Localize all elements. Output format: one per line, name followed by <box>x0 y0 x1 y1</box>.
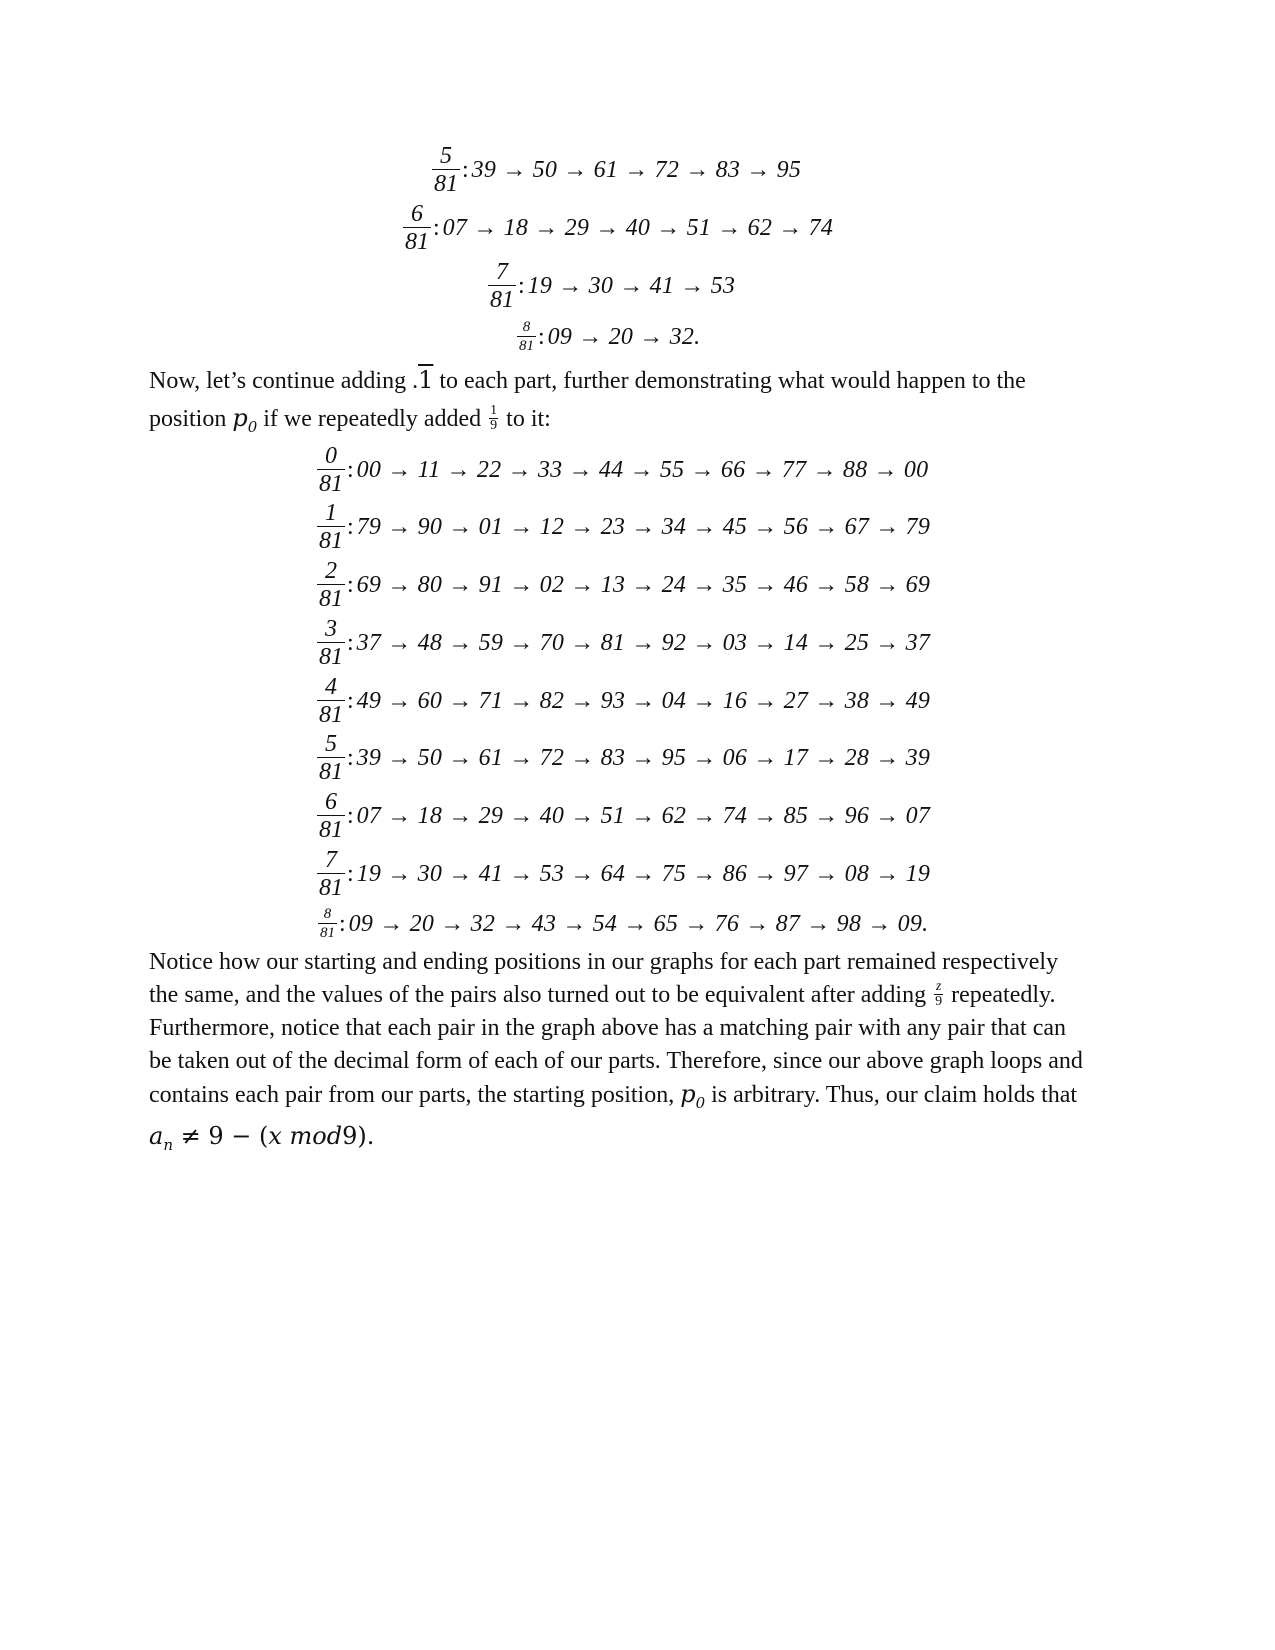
fraction: $\frac{3}{81}$ <box>319 616 343 670</box>
equation-line: $\frac{7}{81}$ : 19 → 30 → 41 → 53 <box>490 259 736 313</box>
equation-line: $\frac{4}{81}$ : 49 → 60 → 71 → 82 → 93 → 04 → 16 → 27 → 38 → 49 <box>319 674 931 728</box>
fraction: $\frac{2}{81}$ <box>319 558 343 612</box>
equation-line: $\frac{7}{81}$ : 19 → 30 → 41 → 53 → 64 → 75 → 86 → 97 → 08 → 19 <box>319 847 931 901</box>
pair-sequence: 07 → 18 → 29 → 40 → 51 → 62 → 74 → 85 → 96 → 07 <box>356 803 931 829</box>
pair-sequence: 00 → 11 → 22 → 33 → 44 → 55 → 66 → 77 → 88 → 00 <box>356 457 929 483</box>
fraction: $\frac{6}{81}$ <box>319 789 343 843</box>
equation-line: $\frac{2}{81}$ : 69 → 80 → 91 → 02 → 13 → 24 → 35 → 46 → 58 → 69 <box>319 558 931 612</box>
equation-line: $\frac{5}{81}$ : 39 → 50 → 61 → 72 → 83 → 95 <box>434 143 802 197</box>
pair-sequence: 37 → 48 → 59 → 70 → 81 → 92 → 03 → 14 → 25 → 37 <box>356 630 931 656</box>
inline-fraction: $\frac{z}{9}$ <box>935 978 943 1009</box>
position-variable: $p_0$ <box>680 1080 706 1112</box>
fraction: $\frac{8}{81}$ <box>519 319 534 354</box>
equation-line: $\frac{6}{81}$ : 07 → 18 → 29 → 40 → 51 → 62 → 74 → 85 → 96 → 07 <box>319 789 931 843</box>
fraction: $\frac{1}{81}$ <box>319 500 343 554</box>
pair-sequence: 09 → 20 → 32 → 43 → 54 → 65 → 76 → 87 → 98 → 09. <box>348 911 929 937</box>
fraction: $\frac{6}{81}$ <box>405 201 429 255</box>
fraction: $\frac{8}{81}$ <box>320 906 335 941</box>
pair-sequence: 09 → 20 → 32. <box>547 324 701 350</box>
claim-formula: $a_n \ne 9 - (x$ mod9). <box>149 1121 375 1154</box>
equation-line: $\frac{3}{81}$ : 37 → 48 → 59 → 70 → 81 → 92 → 03 → 14 → 25 → 37 <box>319 616 931 670</box>
pair-sequence: 19 → 30 → 41 → 53 → 64 → 75 → 86 → 97 → 08 → 19 <box>356 861 931 887</box>
equation-line: $\frac{8}{81}$ : 09 → 20 → 32 → 43 → 54 → 65 → 76 → 87 → 98 → 09. <box>320 906 929 941</box>
fraction: $\frac{7}{81}$ <box>319 847 343 901</box>
pair-sequence: 19 → 30 → 41 → 53 <box>527 273 736 299</box>
equation-line: $\frac{6}{81}$ : 07 → 18 → 29 → 40 → 51 → 62 → 74 <box>405 201 834 255</box>
fraction: $\frac{7}{81}$ <box>490 259 514 313</box>
intro-paragraph: Now, let’s continue adding .1 to each part, further demonstrating what would happen to the position $p_0$ if we repeatedly added $\frac{1}{9}$ to it: <box>149 366 1026 436</box>
repeating-one: 1 <box>418 366 434 394</box>
position-variable: $p_0$ <box>232 404 258 436</box>
fraction: $\frac{4}{81}$ <box>319 674 343 728</box>
equation-line: $\frac{1}{81}$ : 79 → 90 → 01 → 12 → 23 → 34 → 45 → 56 → 67 → 79 <box>319 500 931 554</box>
fraction: $\frac{5}{81}$ <box>319 731 343 785</box>
pair-sequence: 69 → 80 → 91 → 02 → 13 → 24 → 35 → 46 → 58 → 69 <box>356 572 931 598</box>
equation-line: $\frac{5}{81}$ : 39 → 50 → 61 → 72 → 83 → 95 → 06 → 17 → 28 → 39 <box>319 731 931 785</box>
equation-line: $\frac{8}{81}$ : 09 → 20 → 32. <box>519 319 701 354</box>
fraction: $\frac{5}{81}$ <box>434 143 458 197</box>
pair-sequence: 79 → 90 → 01 → 12 → 23 → 34 → 45 → 56 → 67 → 79 <box>356 514 931 540</box>
pair-sequence: 07 → 18 → 29 → 40 → 51 → 62 → 74 <box>442 215 834 241</box>
equation-line: $\frac{0}{81}$ : 00 → 11 → 22 → 33 → 44 → 55 → 66 → 77 → 88 → 00 <box>319 443 929 497</box>
conclusion-paragraph: Notice how our starting and ending positions in our graphs for each part remained respectively the same, and the values of the pairs also turned out to be equivalent after adding $\frac{z}{9}$ repeatedly. Furthermore, notice that each pair in the graph above has a matching pair with any pair that can be taken out of the decimal form of each of our parts. Therefore, since our above graph loops and contains each pair from our parts, the starting position, $p_0$ is arbitrary. Thus, our claim holds that $a_n \ne 9 - (x$ mod9). <box>149 946 1129 1162</box>
fraction: $\frac{0}{81}$ <box>319 443 343 497</box>
pair-sequence: 39 → 50 → 61 → 72 → 83 → 95 → 06 → 17 → 28 → 39 <box>356 745 931 771</box>
pair-sequence: 39 → 50 → 61 → 72 → 83 → 95 <box>471 157 802 183</box>
pair-sequence: 49 → 60 → 71 → 82 → 93 → 04 → 16 → 27 → 38 → 49 <box>356 688 931 714</box>
inline-fraction: $\frac{1}{9}$ <box>490 402 498 433</box>
